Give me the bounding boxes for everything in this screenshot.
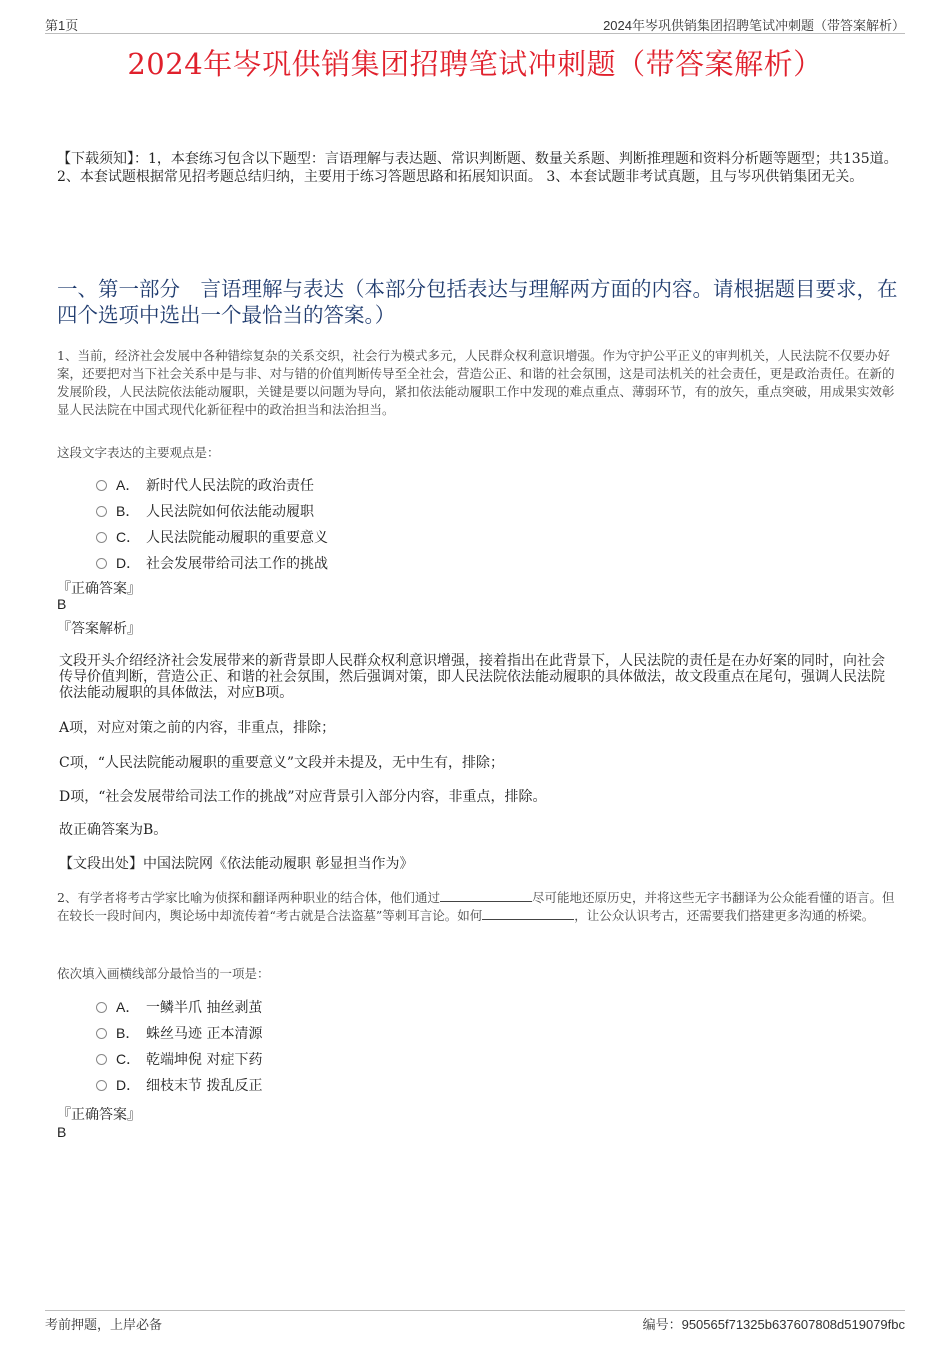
fill-blank-2 (482, 909, 574, 920)
footer-divider (45, 1310, 905, 1311)
radio-icon[interactable] (96, 1080, 107, 1091)
q2-answer: B (57, 1124, 67, 1140)
q2-option-a[interactable] (96, 996, 262, 1018)
page-title: 2024年岑巩供销集团招聘笔试冲刺题（带答案解析） (127, 47, 823, 81)
footer-doc-id: 编号：950565f71325b637607808d519079fbc (642, 1317, 905, 1332)
q1-analysis-conclusion: 故正确答案为B。 (59, 822, 168, 838)
page-number: 第1页 (45, 18, 79, 33)
fill-blank-1 (440, 891, 532, 902)
question-1-stem: 这段文字表达的主要观点是： (57, 445, 220, 460)
radio-icon[interactable] (96, 1002, 107, 1013)
option-letter: A． (116, 999, 140, 1015)
option-letter: D． (116, 1077, 141, 1093)
radio-icon[interactable] (96, 558, 107, 569)
q1-source: 【文段出处】中国法院网《依法能动履职 彰显担当作为》 (59, 856, 414, 872)
question-1-text: 1、当前，经济社会发展中各种错综复杂的关系交织，社会行为模式多元，人民群众权利意识增强。作为守护公平正义的审判机关，人民法院不仅要办好案，还要把对当下社会关系中是与非、对与错的价值判断传导至全社会，营造公正、和谐的社会氛围，这是司法机关的社会责任，更是政治责任。在新的发展阶段，人民法院依法能动履职，关键是要以问题为导向，紧扣依法能动履职工作中发现的难点重点、薄弱环节，有的放矢，重点突破，用成果实效彰显人民法院在中国式现代化新征程中的政治担当和法治担当。 (57, 348, 895, 417)
option-letter: B． (116, 503, 140, 519)
option-text: 细枝末节 拨乱反正 (146, 1078, 263, 1094)
q2-text-part: 2、有学者将考古学家比喻为侦探和翻译两种职业的结合体，他们通过 (57, 890, 440, 905)
option-text: 一鳞半爪 抽丝剥茧 (146, 1000, 263, 1016)
q1-analysis-paragraph: 文段开头介绍经济社会发展带来的新背景即人民群众权利意识增强，接着指出在此背景下，人民法院的责任是在办好案的同时，向社会传导价值判断，营造公正、和谐的社会氛围，然后强调对策，即人民法院依法能动履职的具体做法，故文段重点在尾句，强调人民法院依法能动履职的具体做法，对应B项。 (59, 653, 885, 701)
header-divider (45, 33, 905, 34)
footer-slogan: 考前押题，上岸必备 (45, 1317, 163, 1332)
radio-icon[interactable] (96, 506, 107, 517)
q1-option-a[interactable] (96, 474, 314, 496)
q1-option-b[interactable] (96, 500, 314, 522)
q1-option-c[interactable] (96, 526, 328, 548)
option-letter: C． (116, 1051, 141, 1067)
option-letter: D． (116, 555, 141, 571)
q2-text-part: ，让公众认识考古，还需要我们搭建更多沟通的桥梁。 (574, 908, 875, 923)
question-2-stem: 依次填入画横线部分最恰当的一项是： (57, 966, 270, 981)
q1-analysis-label: 『答案解析』 (57, 621, 141, 637)
download-notice: 【下载须知】：1，本套练习包含以下题型：言语理解与表达题、常识判断题、数量关系题、判断推理题和资料分析题等题型；共135道。 2、本套试题根据常见招考题总结归纳，主要用于练习答题思路和拓展知识面。 3、本套试题非考试真题，且与岑巩供销集团无关。 (57, 151, 898, 185)
option-text: 乾端坤倪 对症下药 (146, 1052, 263, 1068)
option-letter: C． (116, 529, 141, 545)
radio-icon[interactable] (96, 1054, 107, 1065)
q2-text-part: 尽可能地还原历史，并将这些无字书翻译为公众能看懂的语言。但在较长一段时间内，舆论场中却流传着“考古就是合法盗墓”等刺耳言论。如何 (57, 890, 895, 923)
section-heading: 一、第一部分 言语理解与表达（本部分包括表达与理解两方面的内容。请根据题目要求，在四个选项中选出一个最恰当的答案。） (57, 277, 898, 327)
option-text: 蛛丝马迹 正本清源 (146, 1026, 263, 1042)
q1-option-d[interactable] (96, 552, 328, 574)
option-text: 新时代人民法院的政治责任 (146, 478, 314, 494)
option-text: 人民法院能动履职的重要意义 (146, 530, 328, 546)
q1-analysis-d: D项，“社会发展带给司法工作的挑战”对应背景引入部分内容，非重点，排除。 (59, 789, 547, 805)
q1-analysis-a: A项，对应对策之前的内容，非重点，排除； (59, 720, 336, 736)
q1-answer-label: 『正确答案』 (57, 581, 141, 597)
radio-icon[interactable] (96, 480, 107, 491)
option-text: 社会发展带给司法工作的挑战 (146, 556, 328, 572)
header-doc-title: 2024年岑巩供销集团招聘笔试冲刺题（带答案解析） (603, 18, 905, 33)
q2-answer-label: 『正确答案』 (57, 1107, 141, 1123)
radio-icon[interactable] (96, 1028, 107, 1039)
question-2-text (57, 889, 902, 925)
q2-option-c[interactable] (96, 1048, 262, 1070)
option-letter: B． (116, 1025, 140, 1041)
q1-answer: B (57, 596, 67, 612)
option-text: 人民法院如何依法能动履职 (146, 504, 314, 520)
option-letter: A． (116, 477, 140, 493)
radio-icon[interactable] (96, 532, 107, 543)
q2-option-b[interactable] (96, 1022, 262, 1044)
q1-analysis-c: C项，“人民法院能动履职的重要意义”文段并未提及，无中生有，排除； (59, 755, 505, 771)
q2-option-d[interactable] (96, 1074, 262, 1096)
